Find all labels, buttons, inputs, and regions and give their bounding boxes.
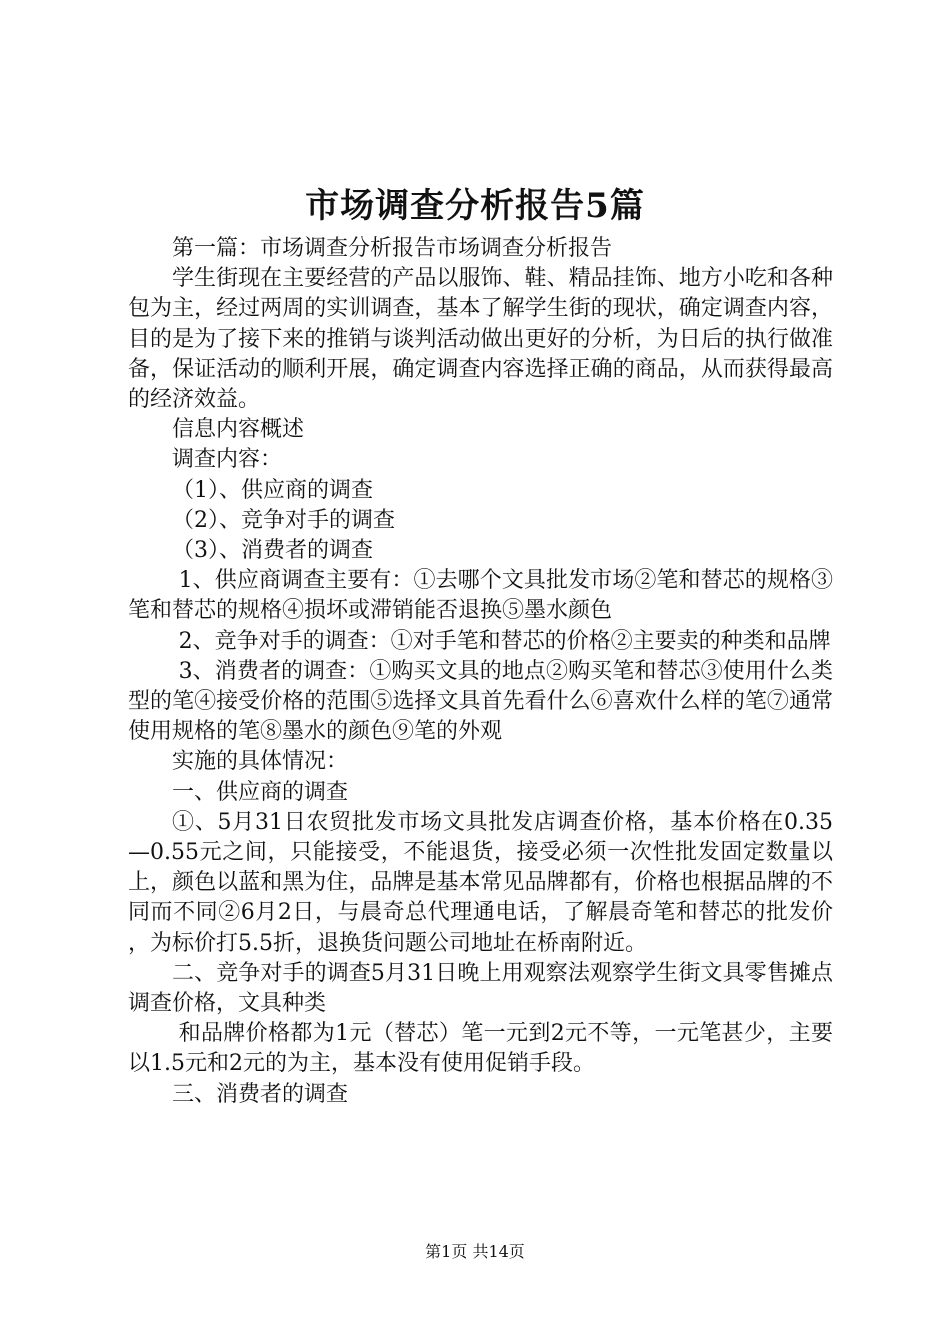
competitor-survey-detail: 2、竞争对手的调查：①对手笔和替芯的价格②主要卖的种类和品牌 (178, 628, 831, 654)
survey-item-competitors: （2）、竞争对手的调查 (172, 507, 395, 533)
supplier-survey-detail: 1、供应商调查主要有：①去哪个文具批发市场②笔和替芯的规格③笔和替芯的规格④损坏或滞销能否退换⑤墨水颜色 (128, 568, 833, 624)
supplier-section-heading: 一、供应商的调查 (172, 779, 349, 805)
brand-price-paragraph: 和品牌价格都为1元（替芯）笔一元到2元不等，一元笔甚少，主要以1.5元和2元的为主，基本没有使用促销手段。 (128, 1021, 833, 1077)
survey-item-suppliers: （1）、供应商的调查 (172, 477, 373, 503)
implementation-heading: 实施的具体情况： (172, 749, 349, 775)
section-heading-part-one: 第一篇：市场调查分析报告市场调查分析报告 (172, 236, 613, 261)
competitor-findings-paragraph: 二、竞争对手的调查5月31日晚上用观察法观察学生街文具零售摊点调查价格，文具种类 (128, 960, 833, 1017)
document-title: 市场调查分析报告5篇 (305, 186, 645, 226)
supplier-findings-paragraph: ①、5月31日农贸批发市场文具批发店调查价格，基本价格在0.35—0.55元之间，只能接受，不能退货，接受必须一次性批发固定数量以上，颜色以蓝和黑为住，品牌是基本常见品牌都有，价格也根据品牌的不同而不同②6月2日，与晨奇总代理通电话，了解晨奇笔和替芯的批发价，为标价打5.5折，退换货问题公司地址在桥南附近。 (128, 809, 833, 956)
document-body (128, 234, 833, 1110)
consumer-survey-detail: 3、消费者的调查：①购买文具的地点②购买笔和替芯③使用什么类型的笔④接受价格的范围⑤选择文具首先看什么⑥喜欢什么样的笔⑦通常使用规格的笔⑧墨水的颜色⑨笔的外观 (128, 658, 833, 745)
survey-item-consumers: （3）、消费者的调查 (172, 538, 373, 564)
info-overview-heading: 信息内容概述 (172, 417, 305, 443)
intro-paragraph: 学生街现在主要经营的产品以服饰、鞋、精品挂饰、地方小吃和各种包为主，经过两周的实训调查，基本了解学生街的现状，确定调查内容，目的是为了接下来的推销与谈判活动做出更好的分析，为日后的执行做准备，保证活动的顺利开展，确定调查内容选择正确的商品，从而获得最高的经济效益。 (128, 266, 833, 413)
page-footer: 第1页 共14页 (425, 1242, 525, 1261)
survey-content-heading: 调查内容： (172, 447, 283, 473)
consumer-section-heading: 三、消费者的调查 (172, 1081, 349, 1107)
